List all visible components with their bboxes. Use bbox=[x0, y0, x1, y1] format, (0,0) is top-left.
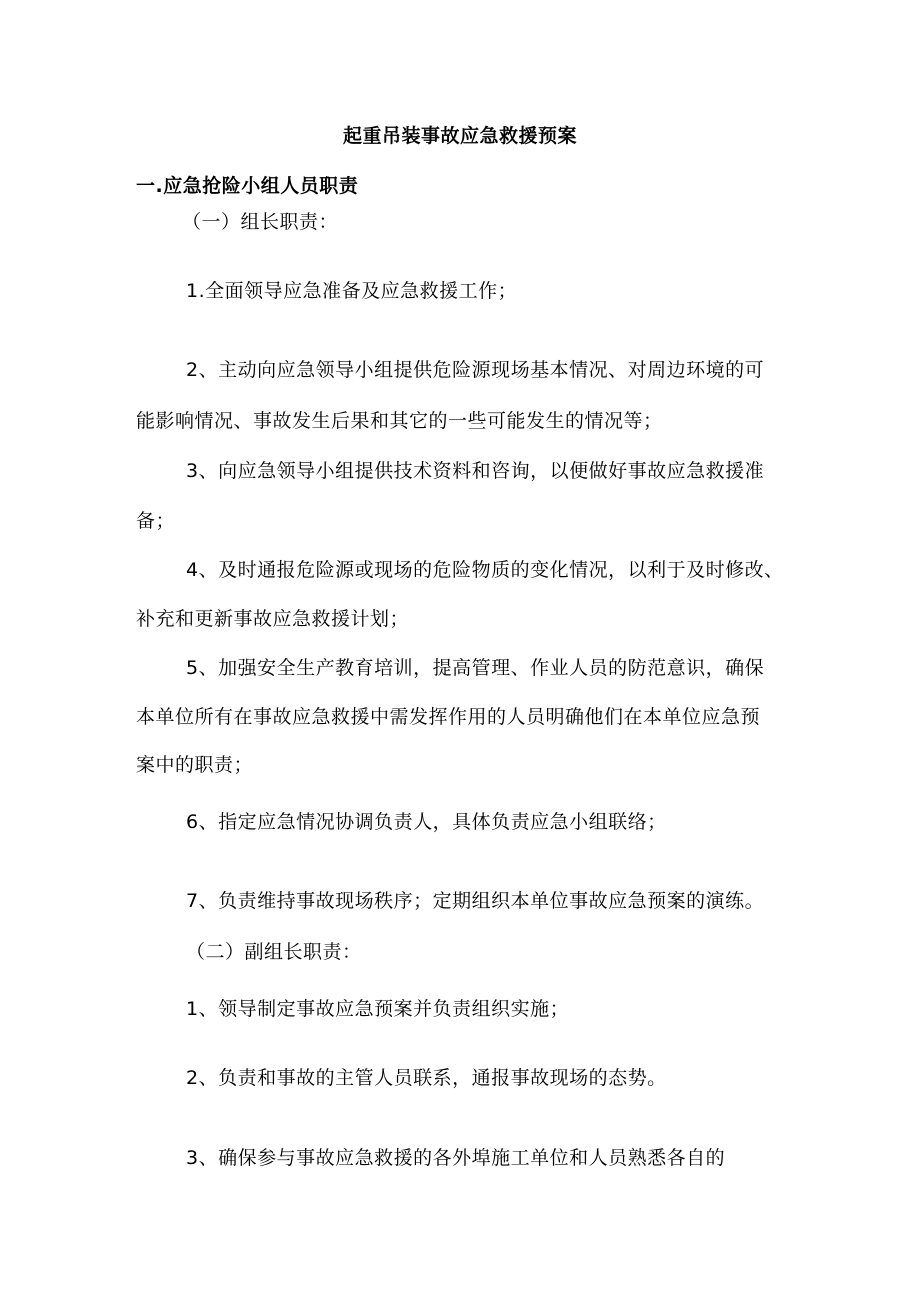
paragraph-line: 3、确保参与事故应急救援的各外埠施工单位和人员熟悉各自的 bbox=[186, 1147, 726, 1169]
paragraph-line: 4、及时通报危险源或现场的危险物质的变化情况，以利于及时修改、 bbox=[186, 559, 784, 581]
paragraph-line: 备； bbox=[136, 510, 176, 532]
document-title: 起重吊装事故应急救援预案 bbox=[342, 125, 577, 147]
subsection-heading: （一）组长职责： bbox=[182, 211, 339, 233]
paragraph-line: 案中的职责； bbox=[136, 754, 254, 776]
paragraph-line: 1.全面领导应急准备及应急救援工作； bbox=[186, 280, 518, 302]
paragraph-line: 补充和更新事故应急救援计划； bbox=[136, 608, 410, 630]
paragraph-line: 1、领导制定事故应急预案并负责组织实施； bbox=[186, 998, 570, 1020]
paragraph-line: 2、负责和事故的主管人员联系，通报事故现场的态势。 bbox=[186, 1067, 667, 1089]
section-heading: 一.应急抢险小组人员职责 bbox=[136, 175, 359, 197]
subsection-heading: （二）副组长职责： bbox=[186, 941, 362, 963]
paragraph-line: 5、加强安全生产教育培训，提高管理、作业人员的防范意识，确保 bbox=[186, 657, 765, 679]
paragraph-line: 本单位所有在事故应急救援中需发挥作用的人员明确他们在本单位应急预 bbox=[136, 706, 761, 728]
paragraph-line: 7、负责维持事故现场秩序；定期组织本单位事故应急预案的演练。 bbox=[186, 890, 765, 912]
paragraph-line: 6、指定应急情况协调负责人，具体负责应急小组联络； bbox=[186, 811, 667, 833]
paragraph-line: 能影响情况、事故发生后果和其它的一些可能发生的情况等； bbox=[136, 410, 663, 432]
paragraph-line: 3、向应急领导小组提供技术资料和咨询，以便做好事故应急救援准 bbox=[186, 460, 765, 482]
paragraph-line: 2、主动向应急领导小组提供危险源现场基本情况、对周边环境的可 bbox=[186, 359, 765, 381]
